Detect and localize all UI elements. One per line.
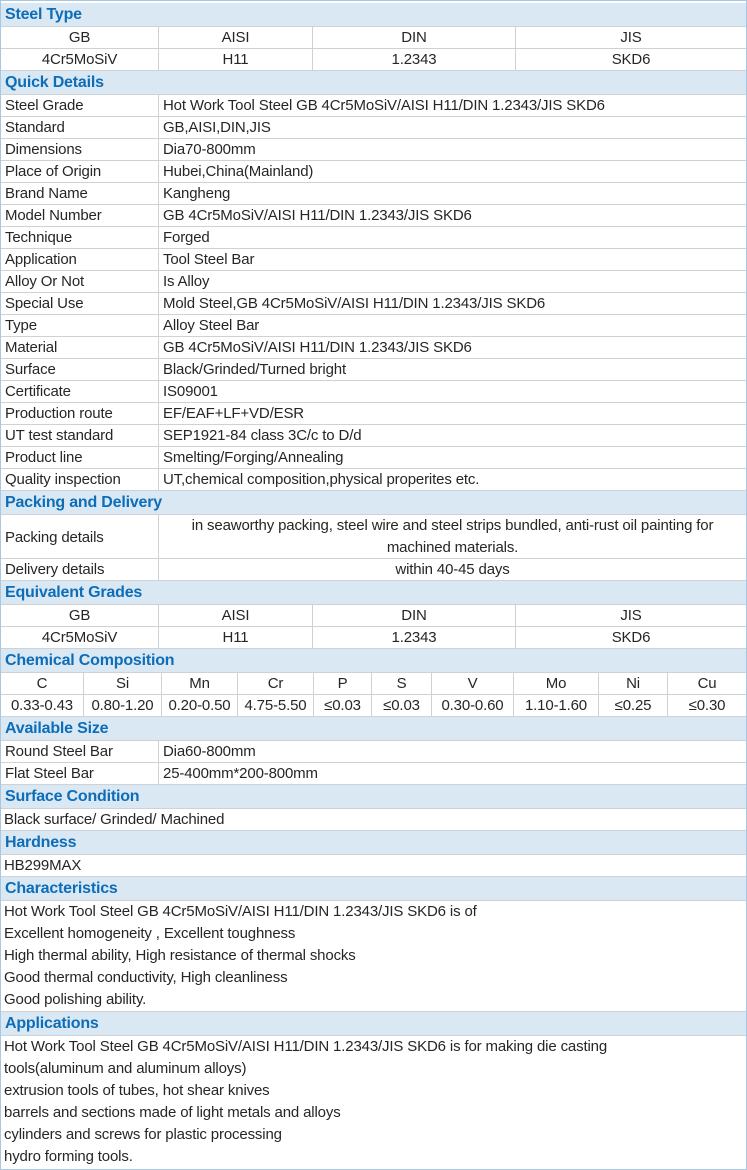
table-row (1, 337, 746, 359)
steel-type-col-gb: GB (1, 27, 159, 48)
row-value: SEP1921-84 class 3C/c to D/d (163, 427, 362, 444)
row-label: Model Number (1, 205, 159, 226)
table-row (1, 763, 746, 785)
range-ni: ≤0.25 (599, 695, 668, 716)
element-v: V (432, 673, 514, 694)
section-header-applications: Applications (1, 1012, 746, 1036)
table-row (1, 559, 746, 581)
range-mo: 1.10-1.60 (514, 695, 599, 716)
table-row (1, 515, 746, 559)
row-value: UT,chemical composition,physical properites etc. (163, 471, 480, 488)
table-row (1, 271, 746, 293)
row-value: GB,AISI,DIN,JIS (163, 119, 271, 136)
row-value: Alloy Steel Bar (163, 317, 260, 334)
text-line: extrusion tools of tubes, hot shear knives (4, 1082, 270, 1099)
row-value: Dia70-800mm (163, 141, 256, 158)
surface-condition-text: Black surface/ Grinded/ Machined (1, 809, 746, 831)
table-row (1, 95, 746, 117)
table-row (1, 403, 746, 425)
element-cu: Cu (697, 675, 717, 692)
table-row (1, 741, 746, 763)
row-label: Application (1, 249, 159, 270)
table-row (1, 139, 746, 161)
table-row (1, 249, 746, 271)
text-line: Good polishing ability. (4, 991, 147, 1008)
table-row (1, 425, 746, 447)
element-mn: Mn (162, 673, 238, 694)
equivalent-value-din: 1.2343 (313, 627, 516, 648)
range-si: 0.80-1.20 (84, 695, 162, 716)
equivalent-col-jis: JIS (620, 607, 642, 624)
applications-text (1, 1036, 746, 1168)
row-label: Type (1, 315, 159, 336)
row-label: Surface (1, 359, 159, 380)
element-mo: Mo (514, 673, 599, 694)
equivalent-value-gb: 4Cr5MoSiV (1, 627, 159, 648)
row-value: Smelting/Forging/Annealing (163, 449, 344, 466)
section-header-steel-type: Steel Type (1, 3, 746, 27)
chemical-elements-row (1, 673, 746, 695)
row-label: Special Use (1, 293, 159, 314)
row-label: Material (1, 337, 159, 358)
row-label: Technique (1, 227, 159, 248)
text-line: Hot Work Tool Steel GB 4Cr5MoSiV/AISI H11/DIN 1.2343/JIS SKD6 is of (4, 903, 477, 920)
table-row (1, 381, 746, 403)
chemical-ranges-row (1, 695, 746, 717)
section-header-characteristics: Characteristics (1, 877, 746, 901)
row-value: Dia60-800mm (163, 743, 256, 760)
table-row (1, 315, 746, 337)
text-line: Hot Work Tool Steel GB 4Cr5MoSiV/AISI H11/DIN 1.2343/JIS SKD6 is for making die casting (4, 1038, 608, 1055)
row-value: IS09001 (163, 383, 218, 400)
steel-type-col-din: DIN (313, 27, 516, 48)
steel-type-value-aisi: H11 (159, 49, 313, 70)
row-label: Delivery details (1, 559, 159, 580)
text-line: Good thermal conductivity, High cleanliness (4, 969, 288, 986)
equivalent-value-jis: SKD6 (611, 629, 651, 646)
range-cu: ≤0.30 (688, 697, 726, 714)
text-line: High thermal ability, High resistance of thermal shocks (4, 947, 356, 964)
steel-type-col-jis: JIS (620, 29, 642, 46)
row-value: Is Alloy (163, 273, 210, 290)
row-label: Quality inspection (1, 469, 159, 490)
range-mn: 0.20-0.50 (162, 695, 238, 716)
row-label: Round Steel Bar (1, 741, 159, 762)
row-label: Packing details (1, 515, 159, 559)
section-header-chemical-composition: Chemical Composition (1, 649, 746, 673)
row-label: Certificate (1, 381, 159, 402)
equivalent-value-aisi: H11 (159, 627, 313, 648)
text-line: hydro forming tools. (4, 1148, 133, 1165)
row-value: GB 4Cr5MoSiV/AISI H11/DIN 1.2343/JIS SKD6 (163, 339, 472, 356)
range-p: ≤0.03 (314, 695, 372, 716)
row-value: Tool Steel Bar (163, 251, 255, 268)
range-cr: 4.75-5.50 (238, 695, 314, 716)
element-p: P (314, 673, 372, 694)
element-s: S (372, 673, 432, 694)
table-row (1, 293, 746, 315)
table-row (1, 447, 746, 469)
row-value: within 40-45 days (395, 561, 510, 578)
equivalent-col-din: DIN (313, 605, 516, 626)
row-value: Forged (163, 229, 210, 246)
equivalent-col-aisi: AISI (159, 605, 313, 626)
characteristics-text (1, 901, 746, 1012)
section-header-available-size: Available Size (1, 717, 746, 741)
section-header-quick-details: Quick Details (1, 71, 746, 95)
hardness-text: HB299MAX (1, 855, 746, 877)
table-row (1, 183, 746, 205)
text-line: barrels and sections made of light metals and alloys (4, 1104, 341, 1121)
equivalent-grades-columns-row (1, 605, 746, 627)
text-line: cylinders and screws for plastic processing (4, 1126, 282, 1143)
row-label: Place of Origin (1, 161, 159, 182)
row-label: Product line (1, 447, 159, 468)
table-row (1, 205, 746, 227)
row-label: Steel Grade (1, 95, 159, 116)
range-s: ≤0.03 (372, 695, 432, 716)
row-label: Production route (1, 403, 159, 424)
row-label: Standard (1, 117, 159, 138)
row-label: Flat Steel Bar (1, 763, 159, 784)
row-value: GB 4Cr5MoSiV/AISI H11/DIN 1.2343/JIS SKD6 (163, 207, 472, 224)
text-line: tools(aluminum and aluminum alloys) (4, 1060, 247, 1077)
section-header-surface-condition: Surface Condition (1, 785, 746, 809)
table-row (1, 469, 746, 491)
element-si: Si (84, 673, 162, 694)
section-header-hardness: Hardness (1, 831, 746, 855)
steel-type-value-jis: SKD6 (611, 51, 651, 68)
row-label: UT test standard (1, 425, 159, 446)
row-value: Hubei,China(Mainland) (163, 163, 314, 180)
element-c: C (1, 673, 84, 694)
row-value: 25-400mm*200-800mm (163, 765, 318, 782)
row-value: Mold Steel,GB 4Cr5MoSiV/AISI H11/DIN 1.2343/JIS SKD6 (163, 295, 546, 312)
row-value: Kangheng (163, 185, 231, 202)
section-header-equivalent-grades: Equivalent Grades (1, 581, 746, 605)
equivalent-grades-values-row (1, 627, 746, 649)
steel-type-values-row (1, 49, 746, 71)
steel-type-columns-row (1, 27, 746, 49)
row-value: in seaworthy packing, steel wire and steel strips bundled, anti-rust oil painting for machined materials. (191, 517, 714, 556)
row-label: Brand Name (1, 183, 159, 204)
section-header-packing-and-delivery: Packing and Delivery (1, 491, 746, 515)
element-ni: Ni (599, 673, 668, 694)
steel-type-value-din: 1.2343 (313, 49, 516, 70)
row-value: EF/EAF+LF+VD/ESR (163, 405, 304, 422)
row-value: Hot Work Tool Steel GB 4Cr5MoSiV/AISI H11/DIN 1.2343/JIS SKD6 (163, 97, 605, 114)
element-cr: Cr (238, 673, 314, 694)
table-row (1, 161, 746, 183)
steel-type-value-gb: 4Cr5MoSiV (1, 49, 159, 70)
steel-type-col-aisi: AISI (159, 27, 313, 48)
table-row (1, 117, 746, 139)
table-row (1, 227, 746, 249)
row-label: Alloy Or Not (1, 271, 159, 292)
range-c: 0.33-0.43 (1, 695, 84, 716)
text-line: Excellent homogeneity , Excellent toughness (4, 925, 296, 942)
row-label: Dimensions (1, 139, 159, 160)
equivalent-col-gb: GB (1, 605, 159, 626)
row-value: Black/Grinded/Turned bright (163, 361, 346, 378)
range-v: 0.30-0.60 (432, 695, 514, 716)
table-row (1, 359, 746, 381)
